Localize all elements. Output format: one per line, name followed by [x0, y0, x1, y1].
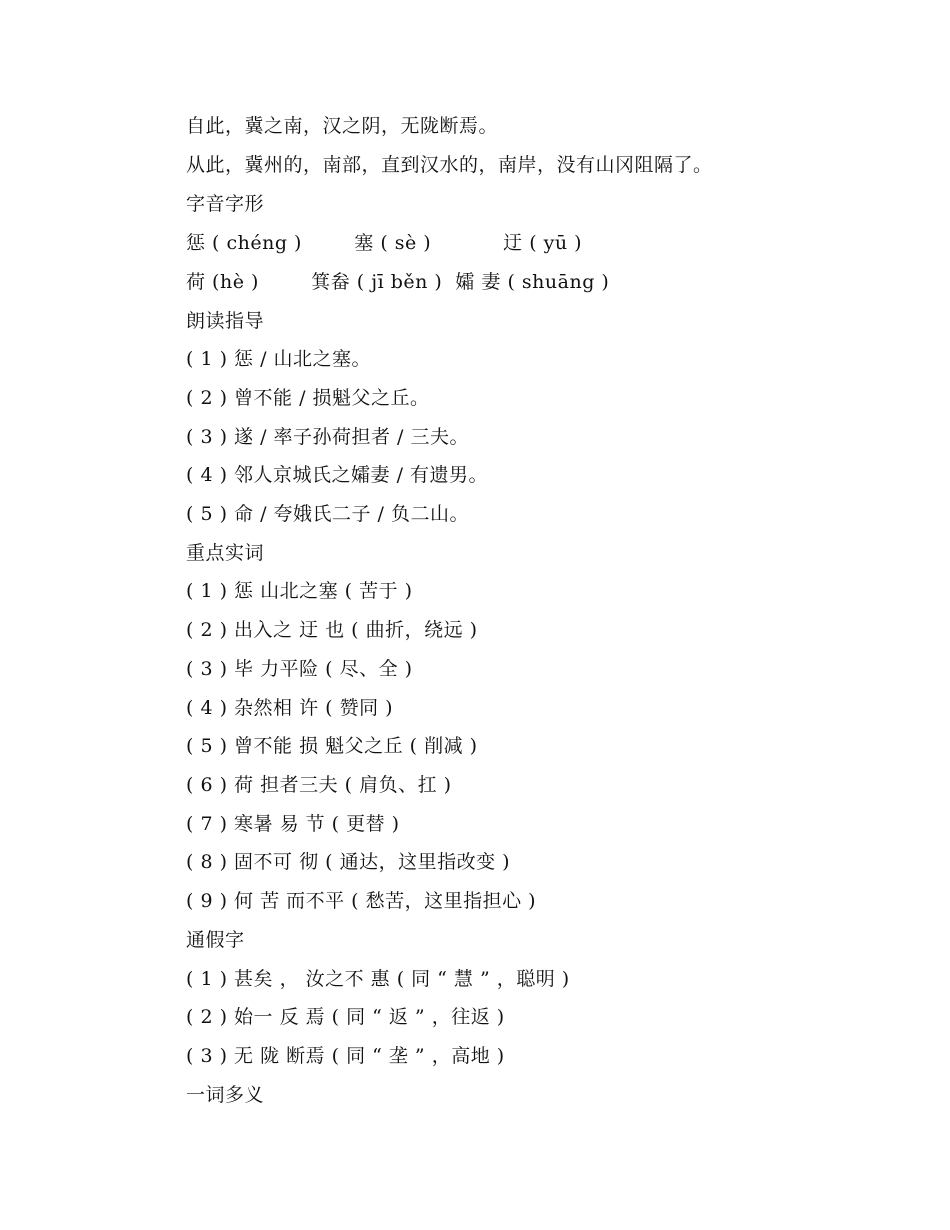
- section-heading: 字音字形: [186, 193, 265, 215]
- text-line: 荷 (hè ) 箕畚 ( jī běn ) 孀 妻 ( shuāng ): [186, 271, 610, 293]
- section-heading: 一词多义: [186, 1084, 265, 1106]
- list-item: ( 2 ) 始一 反 焉 ( 同 “ 返 ” ，往返 ): [186, 1006, 505, 1028]
- section-heading: 通假字: [186, 929, 245, 951]
- text-line: 自此，冀之南，汉之阴，无陇断焉。: [186, 115, 499, 137]
- text-line: 从此，冀州的，南部，直到汉水的，南岸，没有山冈阻隔了。: [186, 154, 713, 176]
- list-item: ( 3 ) 毕 力平险 ( 尽、全 ): [186, 658, 413, 680]
- list-item: ( 1 ) 惩 山北之塞 ( 苦于 ): [186, 580, 413, 602]
- list-item: ( 2 ) 曾不能 / 损魁父之丘。: [186, 387, 430, 409]
- list-item: ( 6 ) 荷 担者三夫 ( 肩负、扛 ): [186, 774, 452, 796]
- list-item: ( 5 ) 曾不能 损 魁父之丘 ( 削减 ): [186, 735, 478, 757]
- section-heading: 重点实词: [186, 542, 265, 564]
- list-item: ( 1 ) 甚矣 ， 汝之不 惠 ( 同 “ 慧 ” ，聪明 ): [186, 968, 570, 990]
- list-item: ( 1 ) 惩 / 山北之塞。: [186, 348, 372, 370]
- list-item: ( 9 ) 何 苦 而不平 ( 愁苦，这里指担心 ): [186, 890, 537, 912]
- list-item: ( 3 ) 遂 / 率子孙荷担者 / 三夫。: [186, 426, 469, 448]
- list-item: ( 4 ) 邻人京城氏之孀妻 / 有遗男。: [186, 464, 489, 486]
- list-item: ( 2 ) 出入之 迂 也 ( 曲折，绕远 ): [186, 619, 478, 641]
- list-item: ( 7 ) 寒暑 易 节 ( 更替 ): [186, 813, 400, 835]
- list-item: ( 4 ) 杂然相 许 ( 赞同 ): [186, 697, 394, 719]
- text-line: 惩 ( chéng ) 塞 ( sè ) 迂 ( yū ): [186, 232, 583, 254]
- list-item: ( 3 ) 无 陇 断焉 ( 同 “ 垄 ” ，高地 ): [186, 1045, 505, 1067]
- list-item: ( 5 ) 命 / 夸娥氏二子 / 负二山。: [186, 503, 469, 525]
- list-item: ( 8 ) 固不可 彻 ( 通达，这里指改变 ): [186, 851, 511, 873]
- section-heading: 朗读指导: [186, 310, 265, 332]
